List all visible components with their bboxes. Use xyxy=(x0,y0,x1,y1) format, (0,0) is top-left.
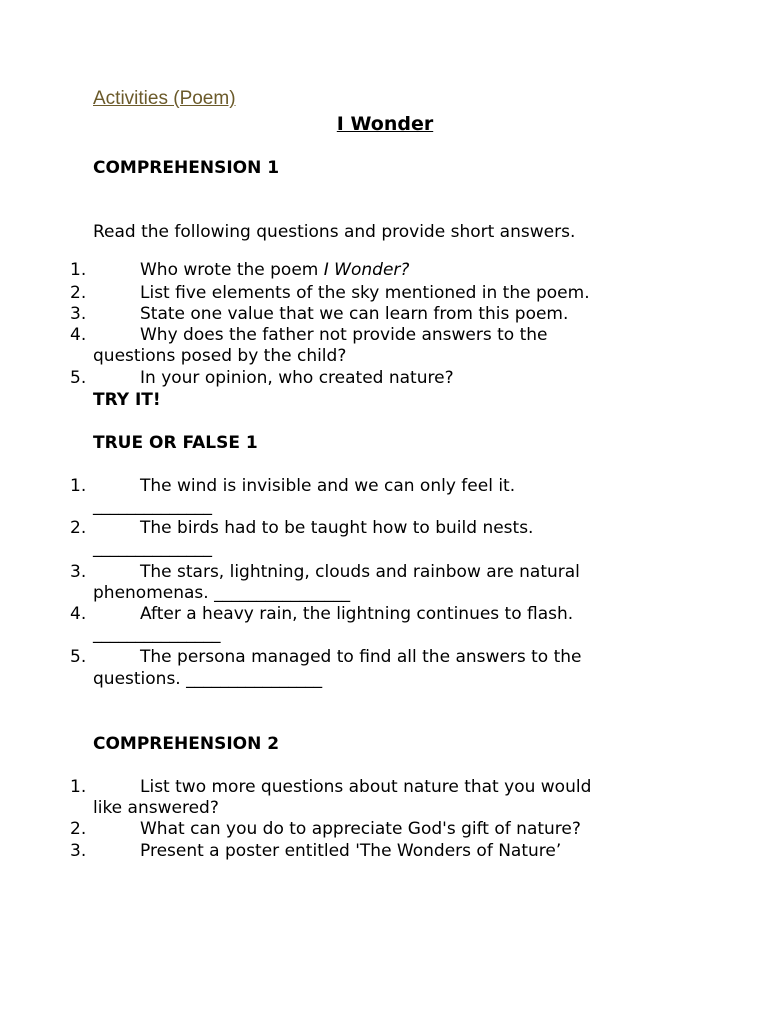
list-item xyxy=(0,841,768,862)
item-text: After a heavy rain, the lightning continues to flash. xyxy=(140,604,574,624)
item-number: 1. xyxy=(70,777,87,797)
item-text: Who wrote the poem I Wonder? xyxy=(140,260,410,280)
comprehension-1-label: COMPREHENSION 1 xyxy=(93,158,280,178)
item-number: 5. xyxy=(70,368,87,388)
list-item xyxy=(0,260,768,281)
item-text: In your opinion, who created nature? xyxy=(140,368,454,388)
list-item xyxy=(0,368,768,389)
poem-title: I Wonder xyxy=(336,113,434,135)
item-number: 1. xyxy=(70,260,87,280)
item-text: What can you do to appreciate God's gift of nature? xyxy=(140,819,581,839)
list-item xyxy=(0,647,768,689)
item-text: State one value that we can learn from this poem. xyxy=(140,304,569,324)
item-number: 5. xyxy=(70,647,87,667)
list-item xyxy=(0,604,768,646)
item-text-continued: questions posed by the child? xyxy=(93,346,347,366)
item-number: 1. xyxy=(70,476,87,496)
answer-blank: ______________ xyxy=(93,496,212,516)
item-text-continued: like answered? xyxy=(93,798,219,818)
item-text-continued: questions. ________________ xyxy=(93,669,323,689)
answer-blank: _______________ xyxy=(93,624,221,644)
item-text: Why does the father not provide answers to the xyxy=(140,325,548,345)
item-number: 2. xyxy=(70,283,87,303)
item-text: List five elements of the sky mentioned in the poem. xyxy=(140,283,590,303)
item-text: Present a poster entitled 'The Wonders of Nature’ xyxy=(140,841,562,861)
activities-heading: Activities (Poem) xyxy=(93,88,236,109)
list-item xyxy=(0,304,768,325)
comprehension-2-label: COMPREHENSION 2 xyxy=(93,734,280,754)
comprehension-1-instruction: Read the following questions and provide short answers. xyxy=(93,222,576,242)
item-text: The persona managed to find all the answers to the xyxy=(140,647,582,667)
item-text-continued: phenomenas. ________________ xyxy=(93,583,351,603)
answer-blank: ______________ xyxy=(93,538,212,558)
item-number: 4. xyxy=(70,325,87,345)
list-item xyxy=(0,819,768,840)
item-text: The birds had to be taught how to build nests. xyxy=(140,518,534,538)
list-item xyxy=(0,476,768,518)
list-item xyxy=(0,777,768,819)
item-number: 3. xyxy=(70,304,87,324)
list-item xyxy=(0,518,768,560)
item-text: The wind is invisible and we can only feel it. xyxy=(140,476,516,496)
list-item xyxy=(0,325,768,367)
item-number: 2. xyxy=(70,819,87,839)
item-number: 3. xyxy=(70,562,87,582)
list-item xyxy=(0,562,768,604)
item-text: The stars, lightning, clouds and rainbow are natural xyxy=(140,562,580,582)
true-false-1-label: TRUE OR FALSE 1 xyxy=(93,433,258,453)
item-number: 3. xyxy=(70,841,87,861)
item-text: List two more questions about nature that you would xyxy=(140,777,592,797)
list-item xyxy=(0,283,768,304)
try-it-label: TRY IT! xyxy=(93,390,161,410)
item-number: 2. xyxy=(70,518,87,538)
item-number: 4. xyxy=(70,604,87,624)
